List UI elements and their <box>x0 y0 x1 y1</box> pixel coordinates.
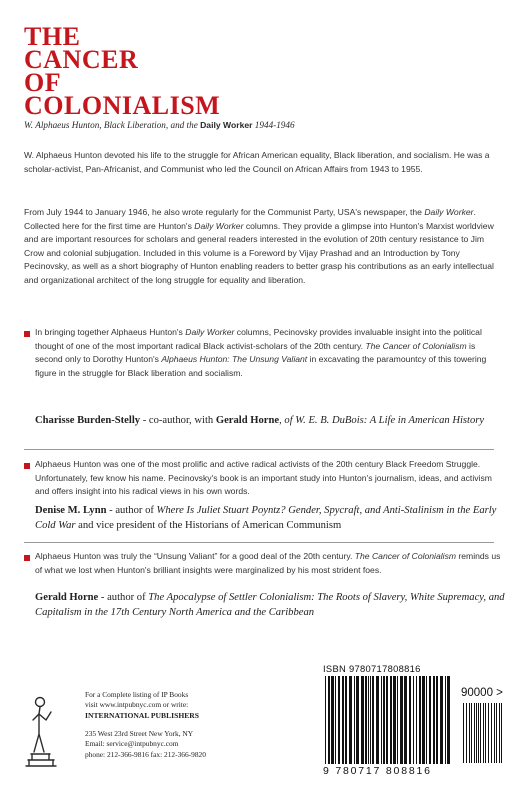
red-square-bullet-icon <box>24 463 30 469</box>
addon-barcode <box>463 703 509 765</box>
barcode-bar <box>383 676 385 764</box>
price-code: 90000 > <box>461 687 503 699</box>
blurb-quote-1 <box>35 326 503 380</box>
international-publishers-logo-icon <box>24 690 58 768</box>
endorser-name: Denise M. Lynn <box>35 505 107 516</box>
title-line: CANCER <box>24 45 139 74</box>
title-line: OF <box>24 68 62 97</box>
barcode-bar <box>469 703 470 763</box>
isbn-label: ISBN 9780717808816 <box>323 663 421 674</box>
barcode-bar <box>494 703 495 763</box>
barcode-bar <box>429 676 431 764</box>
barcode-bar <box>390 676 392 764</box>
barcode-digits: 9 780717 808816 <box>323 765 432 777</box>
barcode-bar <box>325 676 326 764</box>
ean-barcode <box>325 676 453 768</box>
subtitle-years: 1944-1946 <box>252 120 295 130</box>
blurb-quote-2: Alphaeus Hunton was one of the most prolific and active radical activists of the 20th century Black Freedom Struggle. Unfortunately, few know his name. Pecinovsky's book is an important study into Hunton's journalism, ideas, and activism and offers insight into his radical views in his own words. <box>35 459 492 497</box>
barcode-bar <box>370 676 371 764</box>
website-line: visit www.intpubnyc.com or write: <box>85 700 189 709</box>
barcode-bar <box>393 676 396 764</box>
barcode-bar <box>335 676 336 764</box>
publisher-name: INTERNATIONAL PUBLISHERS <box>85 711 200 720</box>
barcode-bar <box>345 676 347 764</box>
text-run: - co-author, with <box>140 415 216 426</box>
endorser-name: Gerald Horne <box>35 592 99 603</box>
barcode-bar <box>400 676 403 764</box>
barcode-bar <box>361 676 364 764</box>
text-run: Alphaeus Hunton was truly the “Unsung Valiant” for a good deal of the 20th century. <box>35 551 355 561</box>
text-run-italic: The Cancer of Colonialism <box>365 340 467 351</box>
catalog-note: For a Complete listing of IP Books <box>85 690 189 699</box>
barcode-bar <box>338 676 340 764</box>
barcode-bar <box>471 703 472 763</box>
text-run: reminds us of what we lost when Hunton's brilliant insights were marginalized by his most strident foes. <box>35 551 501 575</box>
barcode-bar <box>463 703 464 763</box>
text-run-italic: Daily Worker <box>424 207 474 217</box>
text-run-italic: Alphaeus Hunton: The Unsung Valiant <box>161 354 308 365</box>
barcode-bar <box>496 703 497 763</box>
barcode-bar <box>409 676 411 764</box>
endorser-name: Gerald Horne <box>215 415 280 426</box>
barcode-bar <box>501 703 502 763</box>
barcode-bar <box>499 703 500 763</box>
barcode-bar <box>328 676 330 764</box>
barcode-bar <box>445 676 446 764</box>
intro-paragraph-1: W. Alphaeus Hunton devoted his life to the struggle for African American equality, Black liberation, and socialism. He was a scholar-activist, Pan-Africanist, and Communist who led the Council on African Affairs from 1943 to 1955. <box>24 150 490 174</box>
barcode-bar <box>491 703 492 763</box>
barcode-bar <box>404 676 407 764</box>
barcode-bar <box>365 676 367 764</box>
barcode-bar <box>372 676 374 764</box>
text-run: columns, Pecinovsky provides invaluable insight into the political thought of one of the most important radical Black activist-scholars of the 20th century. <box>35 327 482 351</box>
barcode-bar <box>397 676 398 764</box>
title-line: THE <box>24 22 81 51</box>
barcode-bar <box>381 676 382 764</box>
subtitle-daily-worker: Daily Worker <box>200 120 253 130</box>
red-square-bullet-icon <box>24 555 30 561</box>
blurb-attribution-2 <box>35 503 505 533</box>
text-run: - author of <box>98 592 149 603</box>
barcode-bar <box>483 703 484 763</box>
barcode-bar <box>485 703 486 763</box>
publisher-phone: phone: 212-366-9816 fax: 212-366-9820 <box>85 750 206 759</box>
blurb-quote-3 <box>35 550 503 577</box>
isbn-barcode-block <box>323 663 515 780</box>
book-title-italic: The Apocalypse of Settler Colonialism: The Roots of Slavery, White Supremacy, and Capitalism in the 17th Century North America and the Caribbean <box>35 592 505 618</box>
publisher-address: 235 West 23rd Street New York, NY <box>85 729 194 738</box>
book-subtitle <box>24 120 504 130</box>
barcode-bar <box>413 676 414 764</box>
text-run: in excavating the paramountcy of this towering figure in the struggle for Black liberation and socialism. <box>35 354 487 378</box>
barcode-bar <box>422 676 425 764</box>
barcode-bar <box>466 703 467 763</box>
section-divider <box>24 449 494 450</box>
barcode-bar <box>474 703 475 763</box>
barcode-bar <box>354 676 355 764</box>
endorser-name: Charisse Burden-Stelly <box>35 415 141 426</box>
subtitle-text: W. Alphaeus Hunton, Black Liberation, and the <box>24 120 201 130</box>
red-square-bullet-icon <box>24 331 30 337</box>
barcode-bar <box>433 676 435 764</box>
text-run: . Collected here for the first time are Hunton's <box>24 207 476 231</box>
book-title-italic: Where Is Juliet Stuart Poyntz? Gender, Spycraft, and Anti-Stalinism in the Early Cold War <box>35 505 497 531</box>
barcode-bar <box>356 676 359 764</box>
text-run: In bringing together Alphaeus Hunton's <box>35 327 186 337</box>
title-line: COLONIALISM <box>24 91 221 120</box>
barcode-bar <box>386 676 388 764</box>
barcode-bar <box>376 676 379 764</box>
barcode-bar <box>436 676 438 764</box>
blurb-attribution-3 <box>35 590 505 620</box>
barcode-bar <box>419 676 421 764</box>
barcode-bar <box>368 676 369 764</box>
text-run: - author of <box>106 505 157 516</box>
barcode-bar <box>342 676 344 764</box>
text-run: From July 1944 to January 1946, he also wrote regularly for the Communist Party, USA's newspaper, the <box>24 207 425 217</box>
text-run-italic: Daily Worker <box>185 327 235 337</box>
barcode-bar <box>447 676 450 764</box>
text-run-italic: Daily Worker <box>194 220 244 231</box>
text-run-italic: The Cancer of Colonialism <box>354 551 457 561</box>
text-run: is second only to Dorothy Hunton's <box>35 340 476 365</box>
barcode-bar <box>416 676 417 764</box>
publisher-email: Email: service@intpubnyc.com <box>85 739 179 748</box>
barcode-bar <box>331 676 334 764</box>
barcode-bar <box>349 676 352 764</box>
barcode-bar <box>476 703 477 763</box>
text-run-italic: , of W. E. B. DuBois: A Life in American History <box>279 415 485 426</box>
barcode-bar <box>480 703 481 763</box>
text-run: columns. They provide a glimpse into Hunton's Marxist worldview and are important resources for scholars and general readers interested in the evolution of 20th century resistance to Jim Crow and colonial subjugation. Included in this volume is a Foreword by Vijay Prashad and an Introduction by Tony Pecinovsky, as well as a short biography of Hunton enabling readers to better grasp his contributions as an early intellectual and organizational architect of the long struggle for equality and liberation. <box>24 220 494 285</box>
book-title <box>24 22 221 120</box>
section-divider <box>24 542 494 543</box>
intro-paragraph-2 <box>24 206 502 288</box>
text-run: and vice president of the Historians of American Communism <box>75 520 342 531</box>
barcode-bar <box>478 703 479 763</box>
barcode-bar <box>488 703 489 763</box>
barcode-bar <box>440 676 443 764</box>
barcode-bar <box>426 676 427 764</box>
blurb-attribution-1 <box>35 413 505 428</box>
